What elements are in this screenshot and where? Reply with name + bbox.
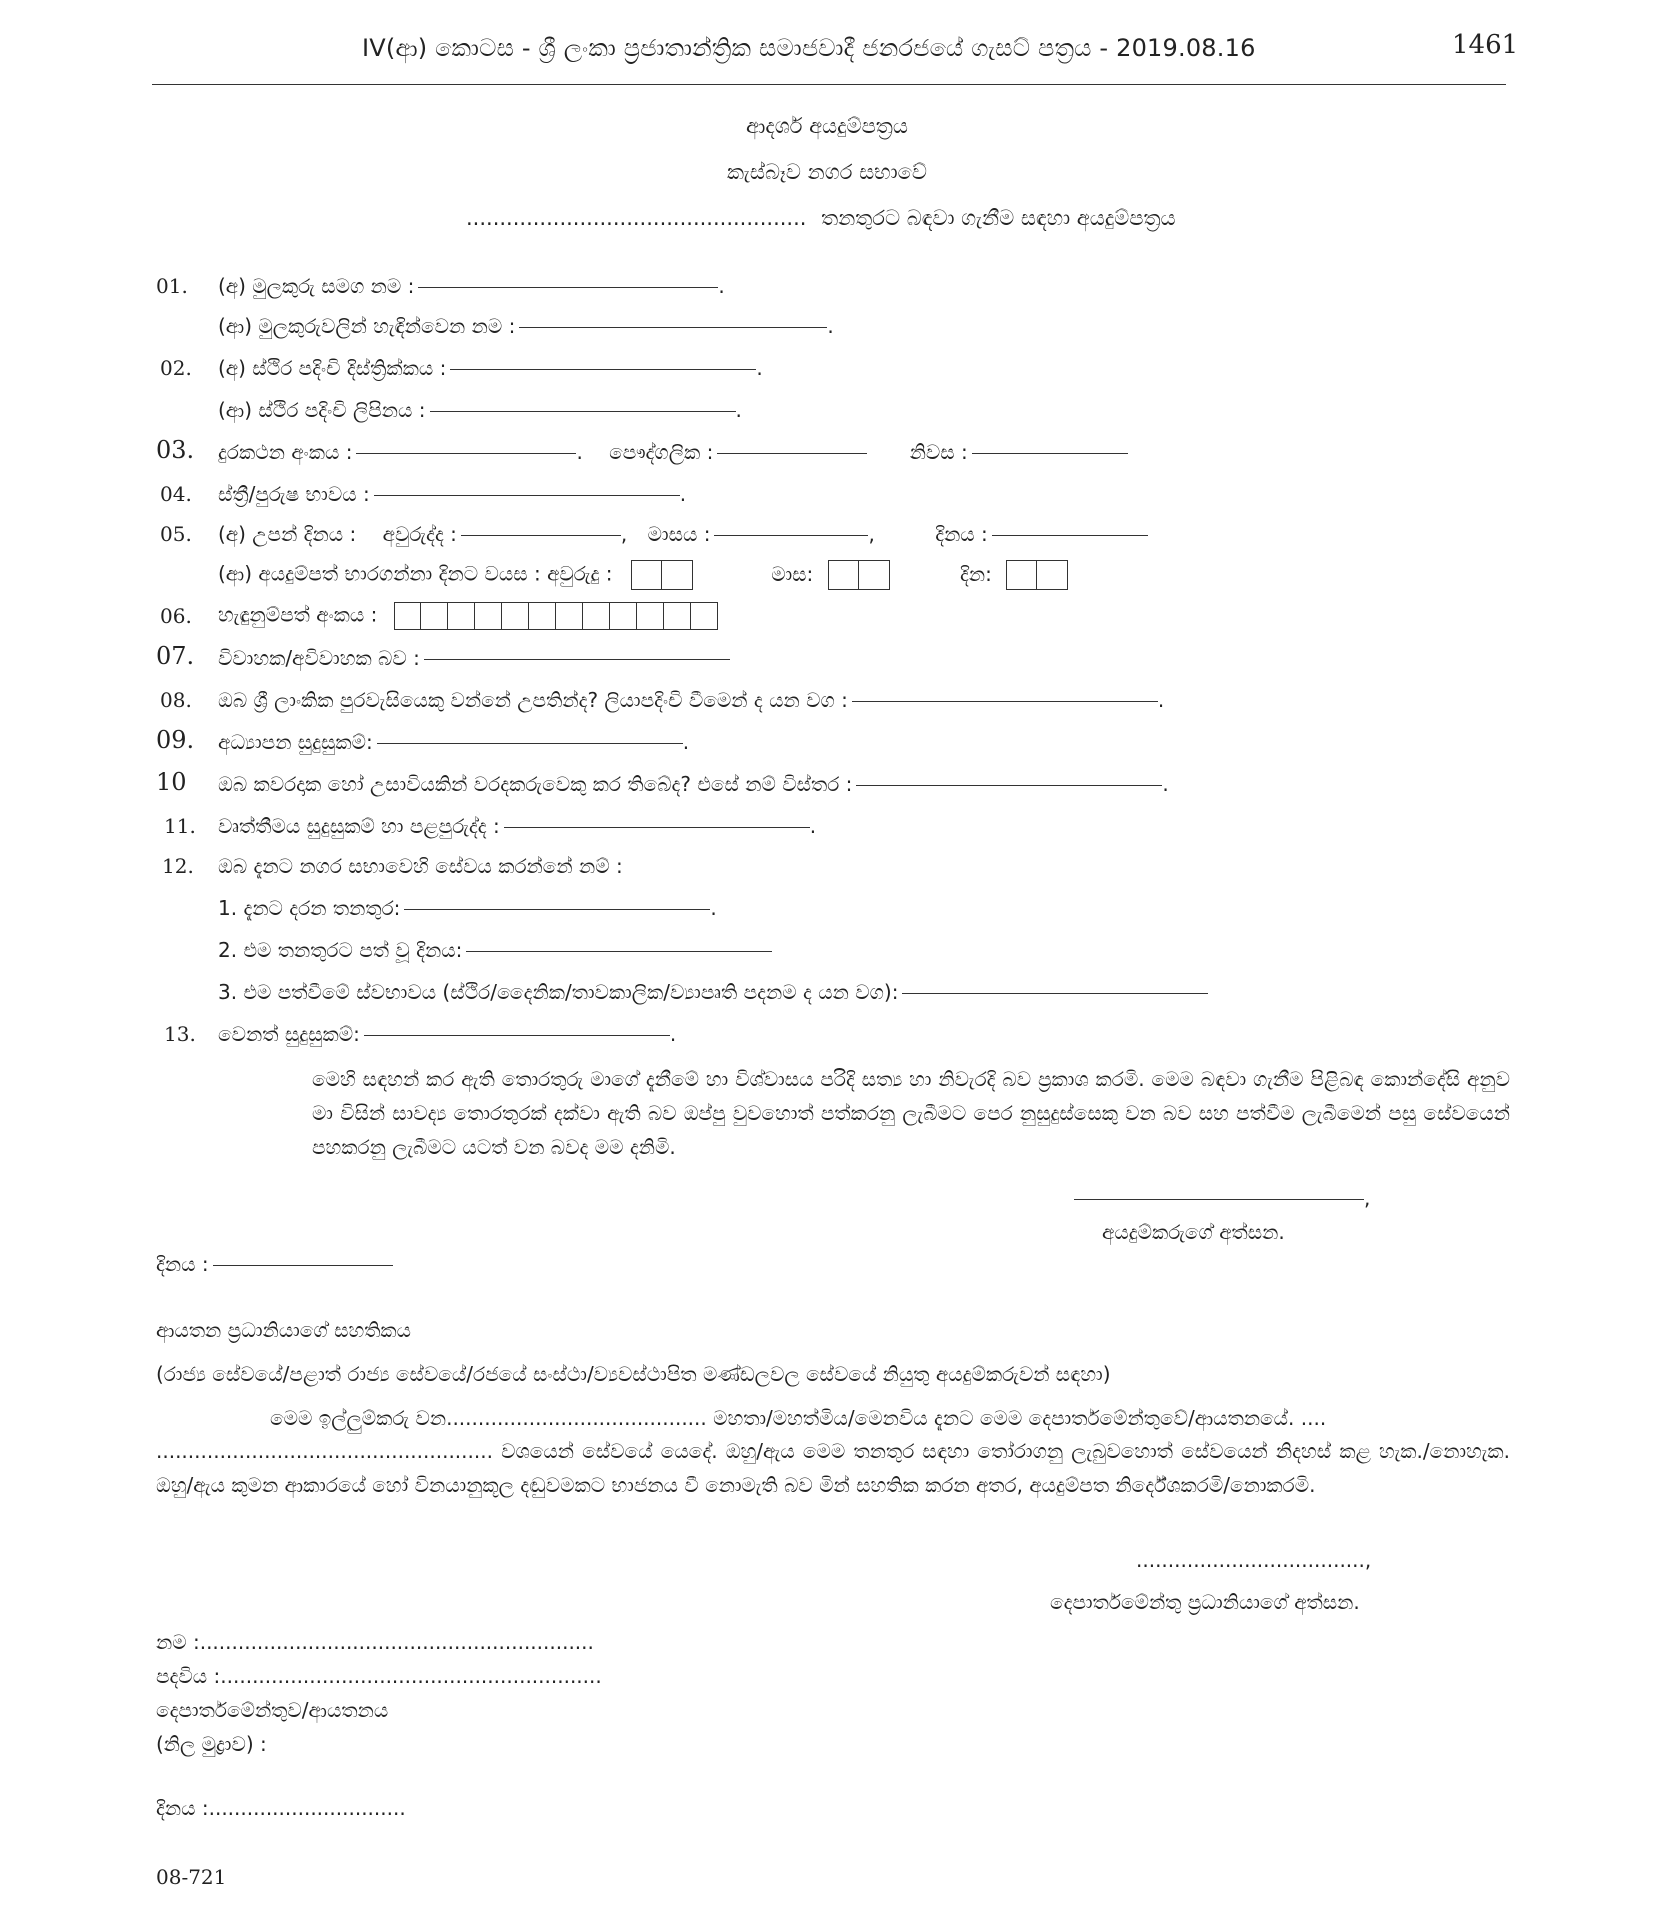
q03-phone-label: දුරකථන අංකය :	[218, 440, 353, 464]
q12-3-row	[218, 980, 1208, 1004]
q02b-field[interactable]	[430, 411, 736, 412]
q03-phone-field[interactable]	[356, 453, 576, 454]
head-signature-dots[interactable]: ....................................,	[1136, 1548, 1372, 1572]
q12-3-label: 3. එම පත්වීමේ ස්වභාවය (ස්ථිර/දෛනික/තාවකාලික/ව්‍යාපෘති පදනම ද යන වග):	[218, 980, 899, 1004]
cert-post-row	[156, 1664, 602, 1688]
cert-post-label: පදවිය :	[156, 1664, 221, 1688]
q05b-month-label: මාස:	[771, 561, 814, 586]
age-days-box[interactable]	[1037, 560, 1068, 590]
age-years-box[interactable]	[662, 560, 693, 590]
cert-seal-label: (නිල මුද්‍රාව) :	[156, 1732, 267, 1756]
q01b-field[interactable]	[519, 327, 827, 328]
age-days-box[interactable]	[1006, 560, 1037, 590]
nic-digit-box[interactable]	[583, 602, 610, 630]
post-title-text: තනතුරට බඳවා ගැනීම සඳහා අයදුම්පත්‍රය	[821, 206, 1176, 230]
nic-digit-box[interactable]	[529, 602, 556, 630]
q02a-row: (අ) ස්ථිර පදිංචි දිස්ත්‍රික්කය : .	[218, 356, 763, 380]
q03-personal-label: පෞද්ගලික :	[609, 440, 714, 464]
q09-label: අධ්‍යාපන සුදුසුකම්:	[218, 730, 373, 754]
q01b-label: (ආ) මුලකුරුවලින් හැඳින්වෙන නම :	[218, 314, 516, 338]
nic-digit-box[interactable]	[610, 602, 637, 630]
q11-row: වෘත්තීමය සුදුසුකම් හා පළපුරුද්ද : .	[218, 814, 817, 838]
q02a-label: (අ) ස්ථිර පදිංචි දිස්ත්‍රික්කය :	[218, 356, 447, 380]
cert-name-label: නම :	[156, 1630, 200, 1654]
q13-row: වෙනත් සුදුසුකම්: .	[218, 1022, 677, 1046]
council-name: කැස්බෑව නගර සභාවේ	[726, 160, 928, 184]
q05a-day-field[interactable]	[992, 535, 1148, 536]
q08-field[interactable]	[852, 701, 1158, 702]
page-number: 1461	[1452, 30, 1519, 60]
q10-row: ඔබ කවරදාක හෝ උසාවියකින් වරදකරුවෙකු කර තිබේද? එසේ නම් විස්තර : .	[218, 772, 1169, 796]
q01-number: 01.	[156, 274, 188, 298]
q13-label: වෙනත් සුදුසුකම්:	[218, 1022, 360, 1046]
q02b-label: (ආ) ස්ථිර පදිංචි ලිපිනය :	[218, 398, 426, 422]
gazette-title: IV(ආ) කොටස - ශ්‍රී ලංකා ප්‍රජාතාන්ත්‍රික සමාජවාදී ජනරජයේ ගැසට් පත්‍රය - 2019.08.16	[362, 34, 1256, 62]
age-years-boxes	[631, 560, 693, 590]
q12-label: ඔබ දැනට නගර සභාවෙහි සේවය කරන්නේ නම් :	[218, 854, 623, 878]
q12-1-field[interactable]	[404, 909, 710, 910]
post-name-dots[interactable]: ...................................................	[466, 206, 807, 230]
q05a-day-label: දිනය :	[935, 522, 988, 546]
q05a-label: (අ) උපන් දිනය :	[218, 522, 357, 546]
q05b-row	[218, 560, 1068, 590]
applicant-signature-field[interactable]	[1074, 1199, 1364, 1200]
q12-2-label: 2. එම තනතුරට පත් වූ දිනය:	[218, 938, 463, 962]
q05a-month-label: මාසය :	[647, 522, 711, 546]
cert-post-dots[interactable]: ............................................................	[220, 1664, 602, 1688]
declaration-date-row	[156, 1252, 393, 1276]
q08-label: ඔබ ශ්‍රී ලාංකික පුරවැසියෙකු වන්නේ උපතින්ද? ලියාපදිංචි වීමෙන් ද යන වග :	[218, 688, 848, 712]
q08-row: ඔබ ශ්‍රී ලාංකික පුරවැසියෙකු වන්නේ උපතින්ද? ලියාපදිංචි වීමෙන් ද යන වග : .	[218, 688, 1165, 712]
q12-1-row: 1. දැනට දරන තනතුර: .	[218, 896, 717, 920]
q09-field[interactable]	[377, 743, 683, 744]
q11-number: 11.	[164, 814, 196, 838]
nic-digit-box[interactable]	[448, 602, 475, 630]
q01a-row: (අ) මුලකුරු සමග නම : .	[218, 274, 725, 298]
nic-digit-box[interactable]	[556, 602, 583, 630]
q05a-year-field[interactable]	[461, 535, 621, 536]
q02-number: 02.	[160, 356, 192, 380]
q11-field[interactable]	[504, 827, 810, 828]
q06-row	[218, 602, 718, 630]
cert-name-row	[156, 1630, 594, 1654]
nic-digit-box[interactable]	[394, 602, 421, 630]
q11-label: වෘත්තීමය සුදුසුකම් හා පළපුරුද්ද :	[218, 814, 500, 838]
q06-number: 06.	[160, 604, 192, 628]
q10-label: ඔබ කවරදාක හෝ උසාවියකින් වරදකරුවෙකු කර තිබේද? එසේ නම් විස්තර :	[218, 772, 853, 796]
q03-number: 03.	[156, 436, 195, 464]
q07-label: විවාහක/අවිවාහක බව :	[218, 646, 420, 670]
nic-digit-box[interactable]	[421, 602, 448, 630]
post-line	[466, 206, 1176, 231]
nic-number-boxes	[394, 602, 718, 630]
q12-3-field[interactable]	[902, 993, 1208, 994]
applicant-signature-comma: ,	[1364, 1186, 1371, 1210]
q05a-year-label: අවුරුද්ද :	[382, 522, 457, 546]
q03-home-label: නිවස :	[909, 440, 968, 464]
q13-field[interactable]	[364, 1035, 670, 1036]
q12-1-label: 1. දැනට දරන තනතුර:	[218, 896, 401, 920]
q07-row	[218, 646, 730, 670]
gazette-header	[0, 30, 1654, 70]
q01a-field[interactable]	[418, 287, 718, 288]
gazette-code: 08-721	[156, 1865, 227, 1889]
q09-row: අධ්‍යාපන සුදුසුකම්: .	[218, 730, 690, 754]
declaration-date-label: දිනය :	[156, 1252, 209, 1276]
form-title: ආදර්ශ අයදුම්පත්‍රය	[746, 114, 908, 138]
q07-field[interactable]	[424, 659, 730, 660]
cert-name-dots[interactable]: ..............................................................	[199, 1630, 594, 1654]
q07-number: 07.	[156, 642, 195, 670]
certificate-body-line1: මෙම ඉල්ලුම්කරු වන......................................... මහතා/මහත්මිය/මෙනවිය දැනට මෙම දෙපාර්තමේන්තුවේ/ආයතනයේ. ....	[270, 1406, 1327, 1430]
q04-field[interactable]	[374, 495, 680, 496]
q05b-label: (ආ) අයදුම්පත් භාරගන්නා දිනට වයස : අවුරුදු :	[218, 561, 613, 586]
age-days-boxes	[1006, 560, 1068, 590]
q05-number: 05.	[160, 522, 192, 546]
q05a-month-field[interactable]	[714, 535, 868, 536]
q04-number: 04.	[160, 482, 192, 506]
q12-2-field[interactable]	[466, 951, 772, 952]
q08-number: 08.	[160, 688, 192, 712]
cert-date-dots[interactable]: ...............................	[208, 1796, 406, 1820]
q01b-row: (ආ) මුලකුරුවලින් හැඳින්වෙන නම : .	[218, 314, 834, 338]
q05b-day-label: දින:	[960, 561, 992, 586]
declaration-date-field[interactable]	[213, 1265, 393, 1266]
certificate-body-rest: ..................................................... වශයෙන් සේවයේ යෙදේ. ඔහු/ඇය මෙම තනතුර සඳහා තෝරාගනු ලැබුවහොත් සේවයෙන් නිදහස් කළ හැක./නොහැක. ඔහු/ඇය කුමන ආකාරයේ හෝ විනයානුකූල දඬුවමකට භාජනය වී නොමැති බව මින් සහතික කරන අතර, අයදුම්පත නිර්දේශකරමි/නොකරමි.	[156, 1439, 1510, 1497]
cert-department-label: දෙපාර්තමේන්තුව/ආයතනය	[156, 1698, 389, 1722]
age-months-box[interactable]	[828, 560, 859, 590]
q01a-label: (අ) මුලකුරු සමග නම :	[218, 274, 415, 298]
q03-personal-field[interactable]	[717, 453, 867, 454]
nic-digit-box[interactable]	[664, 602, 691, 630]
header-rule	[152, 84, 1506, 85]
q04-row: ස්ත්‍රී/පුරුෂ භාවය : .	[218, 482, 687, 506]
q10-number: 10	[156, 768, 187, 796]
q04-label: ස්ත්‍රී/පුරුෂ භාවය :	[218, 482, 370, 506]
applicant-signature-line	[1074, 1186, 1370, 1210]
q10-field[interactable]	[856, 785, 1162, 786]
q12-number: 12.	[162, 854, 194, 878]
q03-row: දුරකථන අංකය : . පෞද්ගලික : නිවස :	[218, 440, 1128, 464]
q13-number: 13.	[164, 1022, 196, 1046]
certificate-title: ආයතන ප්‍රධානියාගේ සහතිකය	[156, 1318, 412, 1342]
nic-digit-box[interactable]	[691, 602, 718, 630]
head-signature-label: දෙපාර්තමේන්තු ප්‍රධානියාගේ අත්සන.	[1050, 1590, 1360, 1614]
nic-digit-box[interactable]	[502, 602, 529, 630]
age-years-box[interactable]	[631, 560, 662, 590]
q02a-field[interactable]	[450, 369, 756, 370]
q06-label: හැඳුනුම්පත් අංකය :	[218, 602, 378, 627]
q12-2-row	[218, 938, 772, 962]
cert-date-label: දිනය :	[156, 1796, 209, 1820]
age-months-box[interactable]	[859, 560, 890, 590]
applicant-signature-label: අයදුම්කරුගේ අත්සන.	[1102, 1220, 1285, 1244]
q05a-row: (අ) උපන් දිනය : අවුරුද්ද : , මාසය : , දිනය :	[218, 522, 1148, 546]
age-months-boxes	[828, 560, 890, 590]
cert-date-row	[156, 1796, 406, 1820]
certificate-subtitle: (රාජ්‍ය සේවයේ/පළාත් රාජ්‍ය සේවයේ/රජයේ සංස්ථා/ව්‍යවස්ථාපිත මණ්ඩලවල සේවයේ නියුතු අයදුම්කරුවන් සඳහා)	[156, 1362, 1111, 1386]
q02b-row: (ආ) ස්ථිර පදිංචි ලිපිනය : .	[218, 398, 742, 422]
q09-number: 09.	[156, 726, 195, 754]
nic-digit-box[interactable]	[637, 602, 664, 630]
nic-digit-box[interactable]	[475, 602, 502, 630]
declaration-text: මෙහි සඳහන් කර ඇති තොරතුරු මාගේ දැනීමේ හා විශ්වාසය පරිදි සත්‍ය හා නිවැරදි බව ප්‍රකාශ කරමි. මෙම බඳවා ගැනීම පිළිබඳ කොන්දේසි අනුව මා විසින් සාවද්‍ය තොරතුරක් දක්වා ඇති බව ඔප්පු වුවහොත් පත්කරනු ලැබීමට පෙර නුසුදුස්සෙකු වන බව සහ පත්වීම ලැබීමෙන් පසු සේවයෙන් පහකරනු ලැබීමට යටත් වන බවද මම දනිමි.	[312, 1067, 1510, 1159]
q03-home-field[interactable]	[972, 453, 1128, 454]
